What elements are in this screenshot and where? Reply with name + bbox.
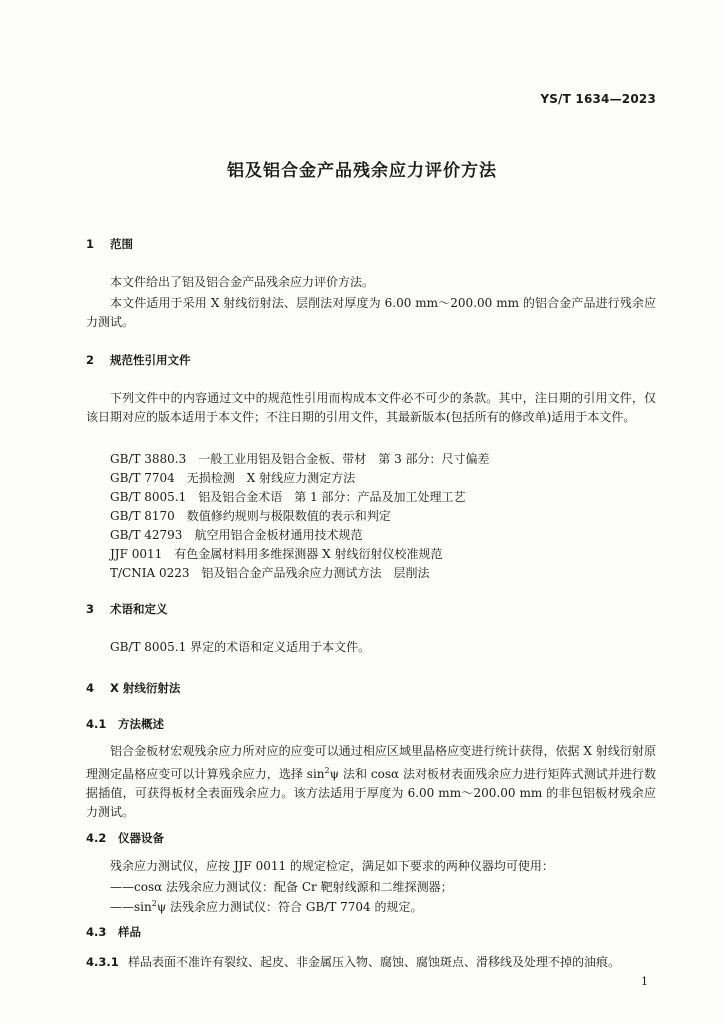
clause-number: 4.3.1 <box>86 955 119 969</box>
section-number: 4.3 <box>86 925 107 939</box>
section-2-heading <box>86 352 191 368</box>
section-title: X 射线衍射法 <box>110 681 181 695</box>
section-number: 4.2 <box>86 831 107 845</box>
list-item: ——cosα 法残余应力测试仪：配备 Cr 靶射线源和二维探测器； <box>110 880 453 894</box>
standard-number: YS/T 1634—2023 <box>540 92 656 106</box>
paragraph-text: ψ 法和 cosα 法对板材表面残余应力进行矩阵式测试并进行数据插值，可获得板材全表面残余应力。该方法适用于厚度为 6.00 mm～200.00 mm 的非包铝板材残余应力测试。 <box>86 767 656 819</box>
superscript: 2 <box>324 766 330 775</box>
section-4-heading <box>86 680 180 696</box>
section-number: 4.1 <box>86 717 107 731</box>
paragraph: GB/T 8005.1 界定的术语和定义适用于本文件。 <box>110 640 371 654</box>
paragraph: 本文件适用于采用 X 射线衍射法、层削法对厚度为 6.00 mm～200.00 mm 的铝合金产品进行残余应力测试。 <box>86 296 656 329</box>
section-title: 样品 <box>118 925 141 939</box>
section-number: 1 <box>86 237 95 251</box>
section-number: 3 <box>86 602 95 616</box>
list-item-text: ψ 法残余应力测试仪：符合 GB/T 7704 的规定。 <box>156 900 423 914</box>
section-title: 术语和定义 <box>110 602 168 616</box>
reference-item: JJF 0011 有色金属材料用多维探测器 X 射线衍射仪校准规范 <box>110 547 443 561</box>
section-number: 4 <box>86 681 95 695</box>
paragraph: 下列文件中的内容通过文中的规范性引用而构成本文件必不可少的条款。其中，注日期的引用文件，仅该日期对应的版本适用于本文件；不注日期的引用文件，其最新版本(包括所有的修改单)适用于本文件。 <box>86 391 656 424</box>
clause-text: 样品表面不准许有裂纹、起皮、非金属压入物、腐蚀、腐蚀斑点、滑移线及处理不掉的油痕。 <box>128 955 621 969</box>
section-title: 方法概述 <box>118 717 164 731</box>
subsection-4-1-heading <box>86 716 164 732</box>
paragraph: 残余应力测试仪，应按 JJF 0011 的规定检定，满足如下要求的两种仪器均可使用： <box>110 859 554 873</box>
superscript: 2 <box>151 899 157 908</box>
list-item-text: ——sin <box>110 900 152 914</box>
clause-4-3-1 <box>86 953 620 970</box>
subsection-4-2-heading <box>86 830 164 846</box>
section-1-heading <box>86 236 133 252</box>
section-number: 2 <box>86 353 95 367</box>
reference-item: T/CNIA 0223 铝及铝合金产品残余应力测试方法 层削法 <box>110 566 430 580</box>
section-3-heading <box>86 601 168 617</box>
reference-item: GB/T 8170 数值修约规则与极限数值的表示和判定 <box>110 509 391 523</box>
paragraph: 本文件给出了铝及铝合金产品残余应力评价方法。 <box>110 275 375 289</box>
subsection-4-3-heading <box>86 924 141 940</box>
reference-item: GB/T 3880.3 一般工业用铝及铝合金板、带材 第 3 部分：尺寸偏差 <box>110 452 490 466</box>
section-title: 范围 <box>110 237 133 251</box>
reference-item: GB/T 7704 无损检测 X 射线应力测定方法 <box>110 471 356 485</box>
page-number: 1 <box>641 975 648 988</box>
page-title: 铝及铝合金产品残余应力评价方法 <box>227 161 497 181</box>
section-title: 仪器设备 <box>118 831 164 845</box>
reference-item: GB/T 42793 航空用铝合金板材通用技术规范 <box>110 528 363 542</box>
paragraph <box>86 742 656 822</box>
section-title: 规范性引用文件 <box>110 353 191 367</box>
paragraph-text: 铝合金板材宏观残余应力所对应的应变可以通过相应区域里晶格应变进行统计获得，依据 X 射线衍射原理测定晶格应变可以计算残余应力，选择 sin <box>86 744 656 781</box>
reference-item: GB/T 8005.1 铝及铝合金术语 第 1 部分：产品及加工处理工艺 <box>110 490 466 504</box>
list-item <box>110 898 423 915</box>
